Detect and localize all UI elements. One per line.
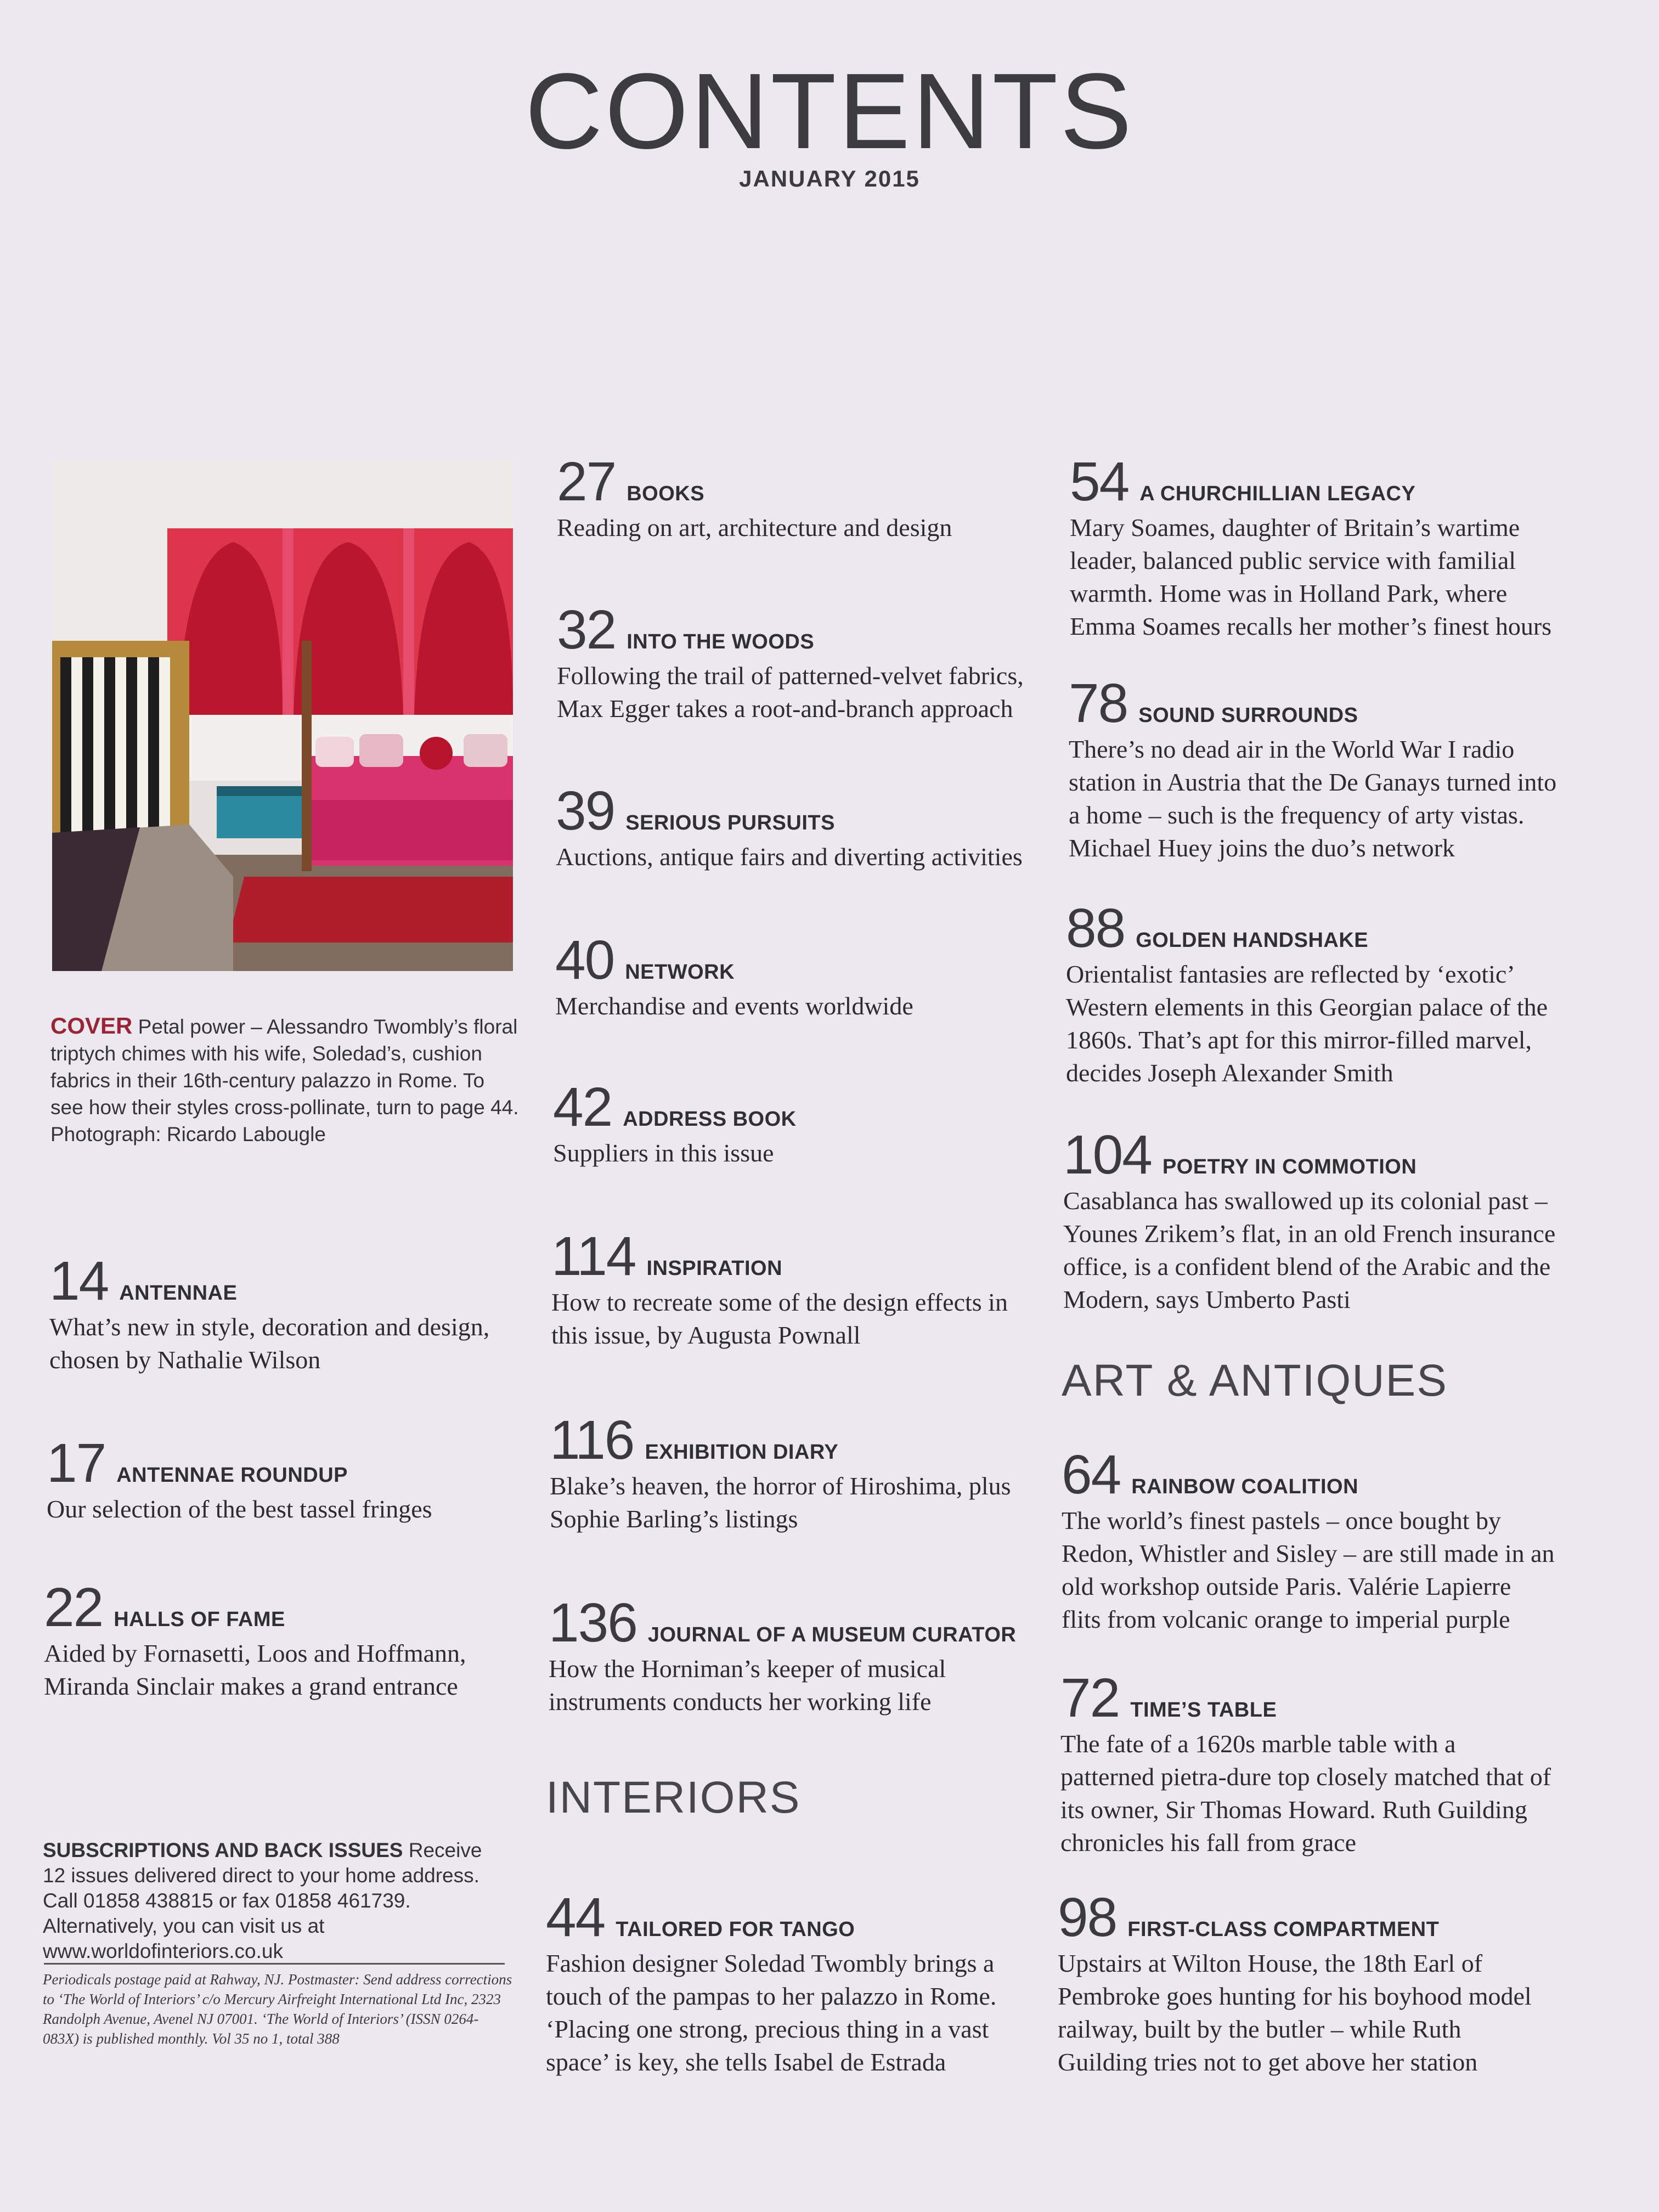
- page-number: 64: [1062, 1444, 1121, 1505]
- toc-entry[interactable]: [555, 929, 1049, 1023]
- toc-entry[interactable]: [551, 1226, 1045, 1352]
- page-number: 42: [553, 1076, 612, 1138]
- toc-entry[interactable]: [1062, 1444, 1555, 1636]
- entry-description: How to recreate some of the design effects in this issue, by Augusta Pownall: [551, 1288, 1008, 1349]
- entry-title: INTO THE WOODS: [627, 630, 815, 653]
- entry-title: NETWORK: [625, 961, 735, 984]
- cover-photo-illustration: [52, 460, 513, 971]
- postage-notice: Periodicals postage paid at Rahway, NJ. Postmaster: Send address corrections to ‘The World of Interiors’ c/o Mercury Airfreight International Ltd Inc, 2323 Randolph Avenue, Avenel NJ 07001. ‘The World of Interiors’ (ISSN 0264-083X) is published monthly. Vol 35 no 1, total 388: [43, 1971, 512, 2047]
- entry-description: There’s no dead air in the World War I radio station in Austria that the De Ganays turned into a home – such is the frequency of arty vistas. Michael Huey joins the duo’s network: [1069, 735, 1557, 862]
- toc-entry[interactable]: [549, 1592, 1042, 1718]
- page-number: 44: [546, 1887, 605, 1948]
- cover-text: Petal power – Alessandro Twombly’s floral triptych chimes with his wife, Soledad’s, cushion fabrics in their 16th-century palazzo in Rome. To see how their styles cross-pollinate, turn to page 44. Photograph: Ricardo Labougle: [50, 1015, 519, 1146]
- toc-entry[interactable]: [47, 1432, 540, 1526]
- toc-entry[interactable]: [49, 1250, 543, 1376]
- cover-caption: [50, 1012, 522, 1148]
- entry-description: The fate of a 1620s marble table with a patterned pietra-dure top closely matched that of its owner, Sir Thomas Howard. Ruth Guilding chronicles his fall from grace: [1060, 1730, 1551, 1857]
- entry-title: BOOKS: [627, 482, 705, 505]
- subscriptions-text: Receive 12 issues delivered direct to your home address. Call 01858 438815 or fax 01858 461739. Alternatively, you can visit us at www.worldofinteriors.co.uk: [43, 1839, 482, 1962]
- page-number: 22: [44, 1577, 103, 1638]
- page-number: 54: [1070, 451, 1129, 512]
- cover-label: COVER: [50, 1013, 133, 1039]
- toc-entry[interactable]: [553, 1076, 1047, 1170]
- toc-entry[interactable]: [1066, 898, 1560, 1090]
- toc-entry[interactable]: [1060, 1667, 1554, 1859]
- entry-title: A CHURCHILLIAN LEGACY: [1139, 482, 1416, 505]
- entry-title: ADDRESS BOOK: [623, 1108, 797, 1131]
- entry-description: Orientalist fantasies are reflected by ‘exotic’ Western elements in this Georgian palace of the 1860s. That’s apt for this mirror-filled marvel, decides Joseph Alexander Smith: [1066, 960, 1548, 1087]
- toc-entry[interactable]: [1069, 673, 1562, 865]
- page-number: 27: [557, 451, 616, 512]
- section-heading-interiors: INTERIORS: [546, 1773, 801, 1822]
- toc-entry[interactable]: [1058, 1887, 1551, 2079]
- page-number: 98: [1058, 1887, 1117, 1948]
- toc-entry[interactable]: [556, 780, 1049, 873]
- entry-description: Blake’s heaven, the horror of Hiroshima, plus Sophie Barling’s listings: [550, 1472, 1011, 1533]
- page-number: 32: [557, 599, 616, 661]
- entry-description: How the Horniman’s keeper of musical instruments conducts her working life: [549, 1655, 946, 1716]
- entry-description: Fashion designer Soledad Twombly brings a touch of the pampas to her palazzo in Rome. ‘Placing one strong, precious thing in a vast space’ is key, she tells Isabel de Estrada: [546, 1949, 997, 2076]
- entry-description: Reading on art, architecture and design: [557, 514, 952, 541]
- subscriptions-label: SUBSCRIPTIONS AND BACK ISSUES: [43, 1839, 403, 1861]
- entry-title: EXHIBITION DIARY: [645, 1441, 839, 1464]
- entry-description: Merchandise and events worldwide: [555, 992, 913, 1020]
- entry-title: SOUND SURROUNDS: [1138, 704, 1358, 727]
- toc-entry[interactable]: [550, 1409, 1043, 1536]
- page-title: CONTENTS: [525, 51, 1134, 171]
- entry-title: RAINBOW COALITION: [1131, 1475, 1359, 1498]
- entry-description: Aided by Fornasetti, Loos and Hoffmann, Miranda Sinclair makes a grand entrance: [44, 1639, 466, 1700]
- entry-description: Suppliers in this issue: [553, 1139, 774, 1167]
- entry-title: TAILORED FOR TANGO: [616, 1918, 855, 1941]
- page-number: 88: [1066, 898, 1125, 959]
- entry-description: Auctions, antique fairs and diverting activities: [556, 843, 1023, 871]
- page-number: 39: [556, 780, 615, 842]
- page-number: 17: [47, 1432, 106, 1494]
- page-number: 104: [1063, 1124, 1152, 1186]
- page-number: 114: [551, 1226, 636, 1287]
- entry-description: What’s new in style, decoration and design, chosen by Nathalie Wilson: [49, 1313, 490, 1374]
- toc-entry[interactable]: [557, 451, 1051, 544]
- subscriptions-info: [43, 1838, 509, 1964]
- page-number: 14: [49, 1250, 109, 1312]
- cover-photo: [52, 460, 513, 971]
- entry-description: Casablanca has swallowed up its colonial past – Younes Zrikem’s flat, in an old French insurance office, is a confident blend of the Arabic and the Modern, says Umberto Pasti: [1063, 1187, 1556, 1313]
- entry-title: JOURNAL OF A MUSEUM CURATOR: [647, 1623, 1017, 1646]
- toc-entry[interactable]: [44, 1577, 538, 1703]
- entry-title: FIRST-CLASS COMPARTMENT: [1127, 1918, 1440, 1941]
- page-number: 136: [549, 1592, 637, 1654]
- toc-entry[interactable]: [1063, 1124, 1557, 1316]
- entry-description: Following the trail of patterned-velvet fabrics, Max Egger takes a root-and-branch approach: [557, 662, 1024, 723]
- section-heading-art-antiques: ART & ANTIQUES: [1062, 1356, 1448, 1406]
- entry-title: INSPIRATION: [646, 1257, 783, 1280]
- entry-title: TIME’S TABLE: [1130, 1699, 1277, 1722]
- toc-entry[interactable]: [1070, 451, 1564, 643]
- toc-entry[interactable]: [557, 599, 1051, 725]
- entry-description: The world’s finest pastels – once bought by Redon, Whistler and Sisley – are still made in an old workshop outside Paris. Valérie Lapierre flits from volcanic orange to imperial purple: [1062, 1506, 1555, 1633]
- divider: [44, 1963, 505, 1965]
- page-number: 116: [550, 1409, 634, 1471]
- entry-description: Upstairs at Wilton House, the 18th Earl of Pembroke goes hunting for his boyhood model railway, built by the butler – while Ruth Guilding tries not to get above her station: [1058, 1949, 1532, 2076]
- entry-title: ANTENNAE ROUNDUP: [116, 1464, 348, 1487]
- page-number: 40: [555, 929, 614, 991]
- toc-entry[interactable]: [546, 1887, 1040, 2079]
- page-number: 72: [1060, 1667, 1120, 1729]
- entry-title: ANTENNAE: [119, 1282, 238, 1305]
- entry-description: Our selection of the best tassel fringes: [47, 1495, 432, 1523]
- page-number: 78: [1069, 673, 1128, 734]
- entry-title: SERIOUS PURSUITS: [625, 811, 835, 834]
- entry-title: POETRY IN COMMOTION: [1162, 1155, 1417, 1178]
- entry-title: GOLDEN HANDSHAKE: [1136, 929, 1369, 952]
- issue-date: JANUARY 2015: [739, 166, 920, 191]
- entry-description: Mary Soames, daughter of Britain’s wartime leader, balanced public service with familial warmth. Home was in Holland Park, where Emma Soames recalls her mother’s finest hours: [1070, 514, 1552, 640]
- entry-title: HALLS OF FAME: [114, 1608, 285, 1631]
